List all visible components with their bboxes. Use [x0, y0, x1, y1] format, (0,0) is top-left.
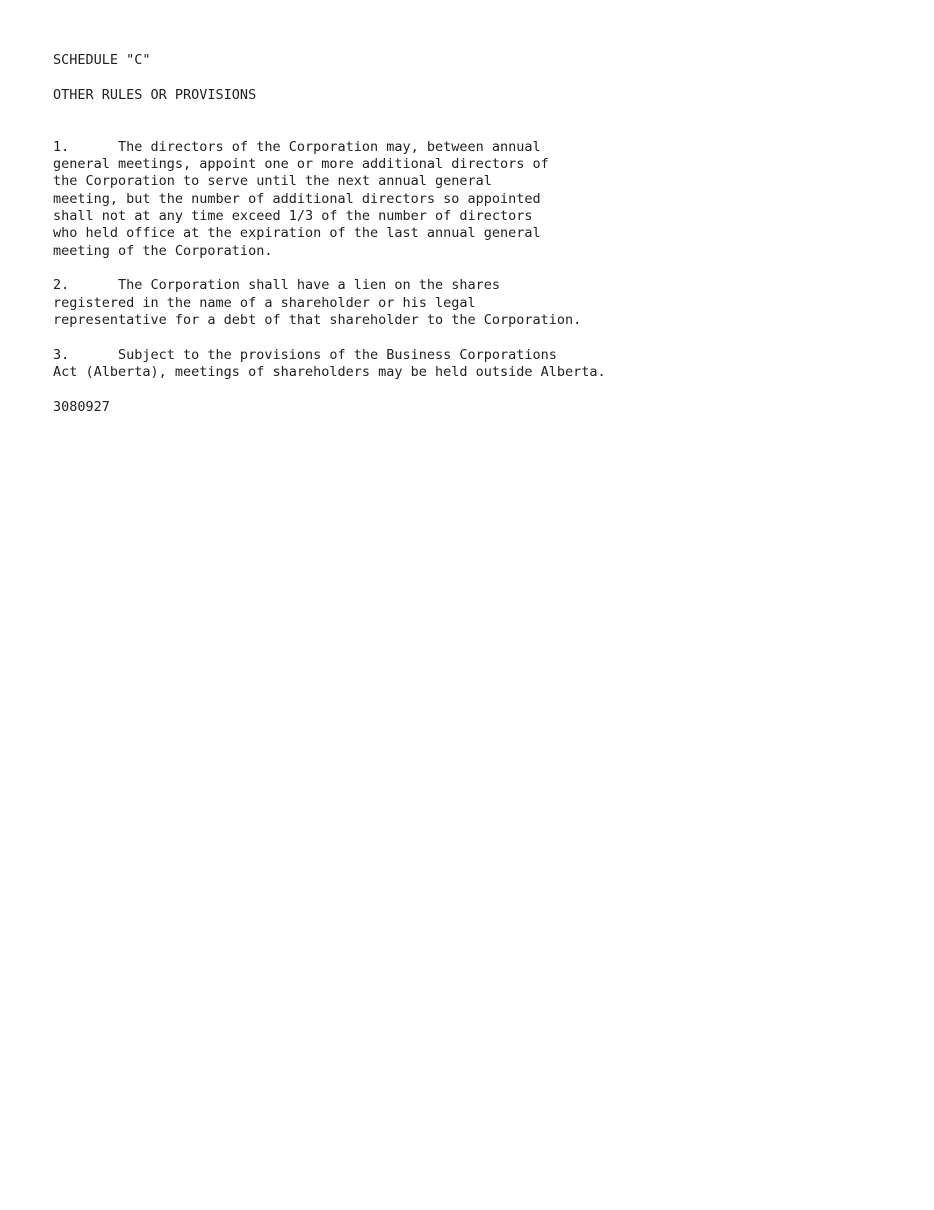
- paragraph-line: 2. The Corporation shall have a lien on the shares: [53, 277, 501, 294]
- paragraph-line: registered in the name of a shareholder or his legal: [53, 294, 476, 311]
- paragraph-line: 1. The directors of the Corporation may, between annual: [53, 138, 541, 155]
- schedule-title: SCHEDULE "C": [53, 52, 151, 68]
- paragraph-line: Act (Alberta), meetings of shareholders may be held outside Alberta.: [53, 363, 606, 380]
- section-heading: OTHER RULES OR PROVISIONS: [53, 86, 257, 103]
- blank-line: [53, 260, 893, 277]
- paragraph-1: [53, 139, 893, 260]
- paragraph-3: [53, 347, 893, 382]
- document-page: [53, 52, 893, 416]
- blank-line: [53, 121, 893, 138]
- paragraph-2: [53, 277, 893, 329]
- paragraph-line: who held office at the expiration of the last annual general: [53, 225, 541, 242]
- paragraph-line: representative for a debt of that shareholder to the Corporation.: [53, 311, 582, 328]
- paragraph-line: shall not at any time exceed 1/3 of the number of directors: [53, 207, 533, 224]
- paragraph-line: general meetings, appoint one or more additional directors of: [53, 155, 549, 172]
- paragraph-line: meeting, but the number of additional directors so appointed: [53, 190, 541, 207]
- paragraph-line: meeting of the Corporation.: [53, 242, 273, 259]
- blank-line: [53, 329, 893, 346]
- blank-line: [53, 381, 893, 398]
- document-number: 3080927: [53, 398, 110, 415]
- paragraph-line: the Corporation to serve until the next annual general: [53, 173, 492, 190]
- blank-line: [53, 104, 893, 121]
- paragraph-line: 3. Subject to the provisions of the Business Corporations: [53, 346, 557, 363]
- blank-line: [53, 69, 893, 86]
